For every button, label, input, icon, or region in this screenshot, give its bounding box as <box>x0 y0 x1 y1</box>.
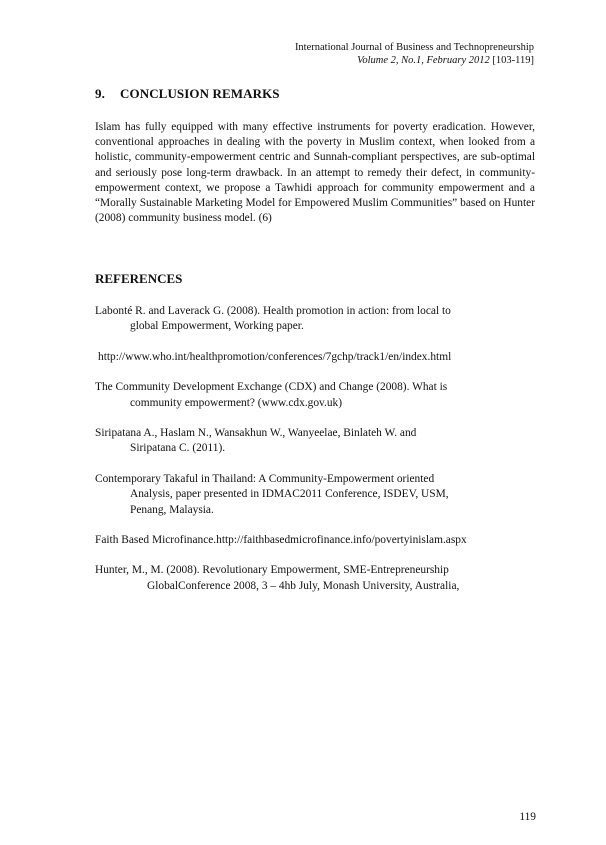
volume-issue: Volume 2, No.1, February 2012 <box>357 55 490 66</box>
references-heading: REFERENCES <box>95 271 183 286</box>
running-header <box>295 41 534 67</box>
journal-name: International Journal of Business and Technopreneurship <box>294 42 534 53</box>
section-title: CONCLUSION REMARKS <box>120 86 280 101</box>
reference-url: Faith Based Microfinance.http://faithbasedmicrofinance.info/povertyinislam.aspx <box>95 534 467 547</box>
reference-line: community empowerment? (www.cdx.gov.uk) <box>130 396 343 409</box>
reference-line: GlobalConference 2008, 3 – 4hb July, Monash University, Australia, <box>147 579 460 592</box>
reference-item <box>95 380 545 411</box>
reference-line: Labonté R. and Laverack G. (2008). Health promotion in action: from local to <box>95 305 451 317</box>
page-range: [103-119] <box>492 55 534 66</box>
section-number: 9. <box>95 86 105 101</box>
reference-line: global Empowerment, Working paper. <box>130 320 304 333</box>
page-number: 119 <box>519 811 536 823</box>
reference-item <box>95 533 545 548</box>
reference-item <box>95 472 545 518</box>
reference-url: http://www.who.int/healthpromotion/conferences/7gchp/track1/en/index.html <box>98 350 452 363</box>
reference-line: Siripatana A., Haslam N., Wansakhun W., Wanyeelae, Binlateh W. and <box>95 427 417 440</box>
reference-item <box>95 426 545 457</box>
reference-line: Hunter, M., M. (2008). Revolutionary Empowerment, SME-Entrepreneurship <box>95 564 449 577</box>
reference-line: The Community Development Exchange (CDX) and Change (2008). What is <box>95 381 448 394</box>
reference-item <box>95 350 545 365</box>
references-list <box>95 304 545 609</box>
reference-line: Siripatana C. (2011). <box>130 442 226 455</box>
reference-line: Contemporary Takaful in Thailand: A Community-Empowerment oriented <box>95 472 435 485</box>
reference-line: Analysis, paper presented in IDMAC2011 Conference, ISDEV, USM, <box>130 488 449 501</box>
reference-line: Penang, Malaysia. <box>130 503 214 516</box>
conclusion-paragraph: Islam has fully equipped with many effective instruments for poverty eradication. However, conventional approaches in dealing with the poverty in Muslim context, when looked from a holistic, community-empowerment centric and Sunnah-compliant perspectives, are sub-optimal and seriously pose long-term drawback. In an attempt to remedy their defect, in community-empowerment context, we propose a Tawhidi approach for community empowerment and a “Morally Sustainable Marketing Model for Empowered Muslim Communities” based on Hunter (2008) community business model. (6) <box>95 121 535 225</box>
reference-item <box>95 563 545 594</box>
volume-info <box>295 54 534 67</box>
section-heading <box>95 86 280 102</box>
reference-item <box>95 304 545 335</box>
